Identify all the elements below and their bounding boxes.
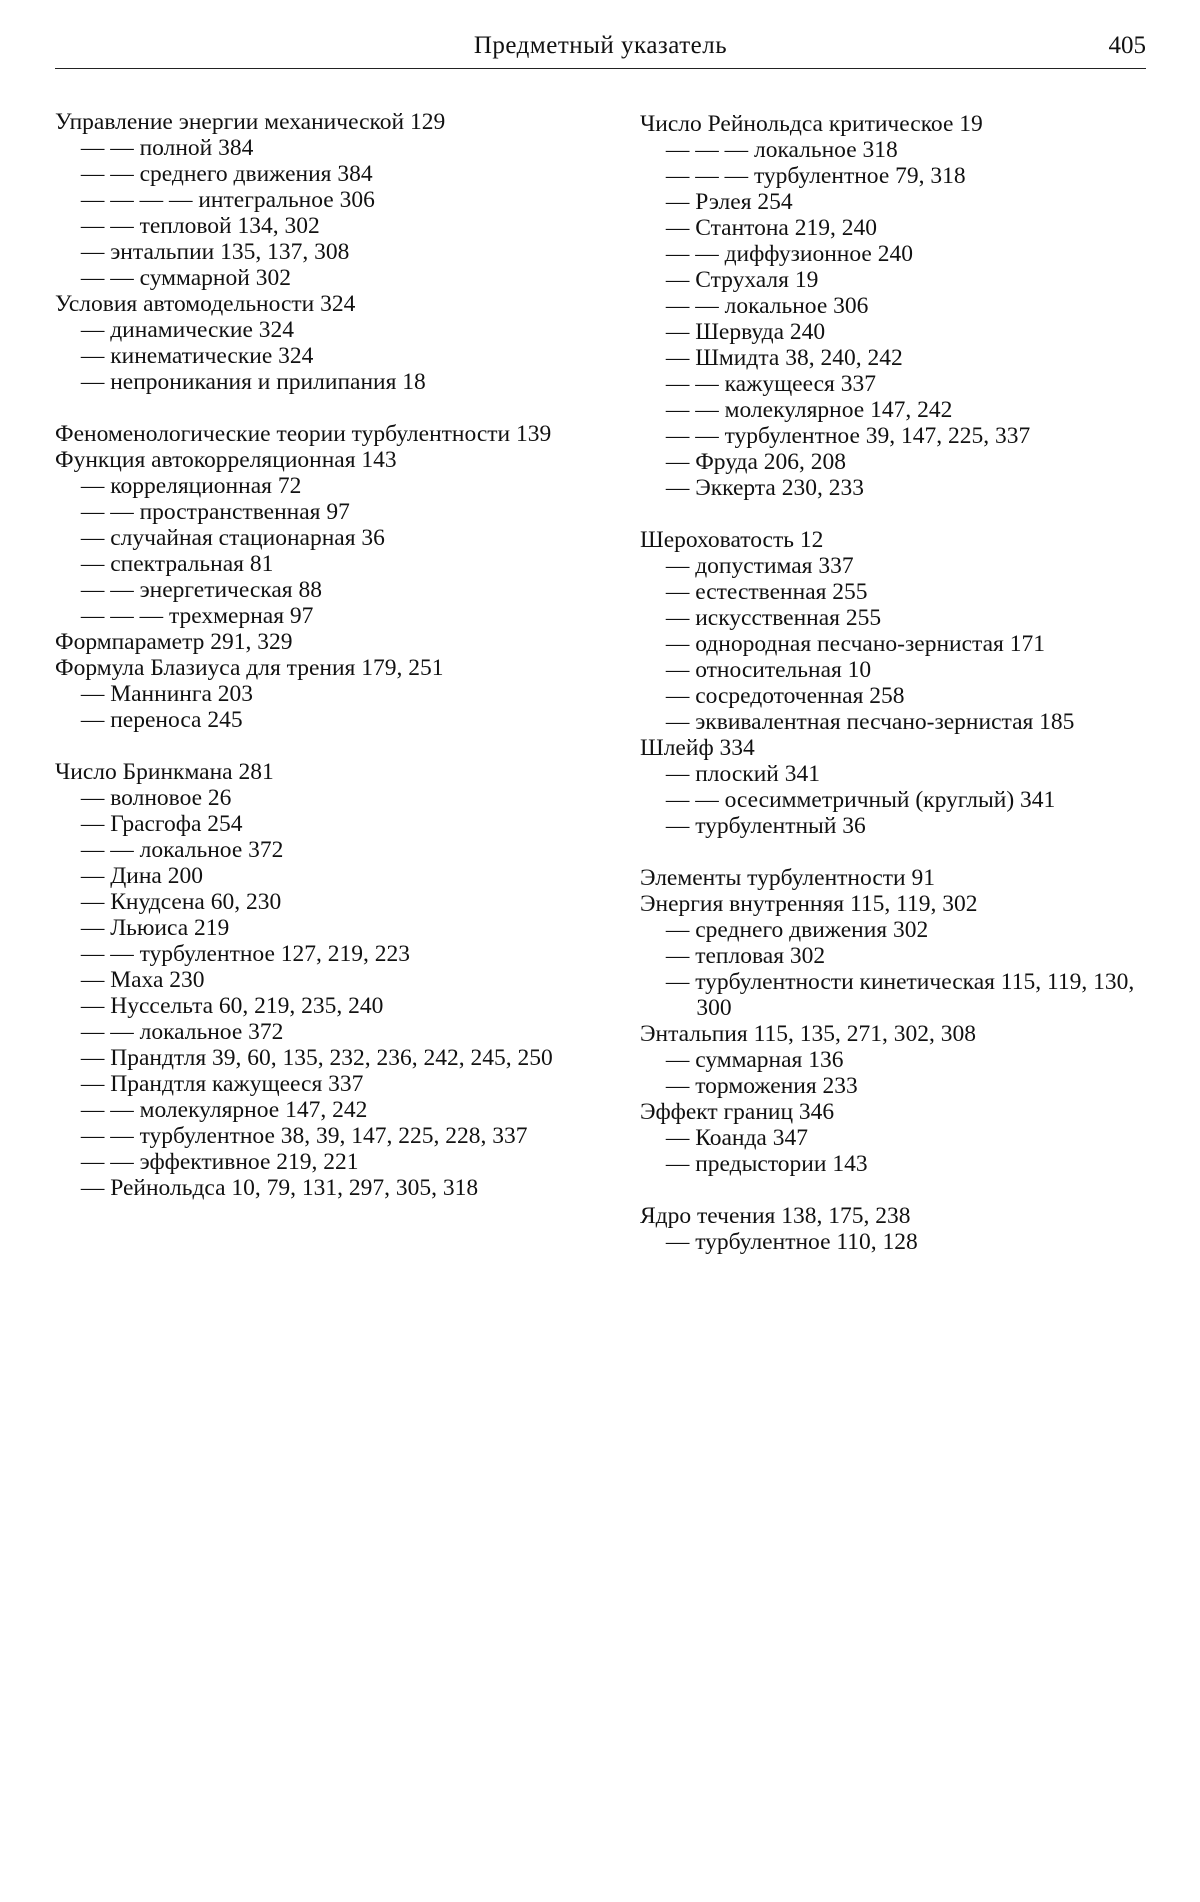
index-subentry: — волновое 26 — [80, 785, 232, 811]
index-subentry: — сосредоточенная 258 — [665, 683, 905, 709]
index-subentry: — Стантона 219, 240 — [665, 215, 877, 241]
page-header — [55, 28, 1146, 69]
index-subentry: — Шмидта 38, 240, 242 — [665, 345, 903, 371]
index-subentry: — Грасгофа 254 — [80, 811, 243, 837]
index-subentry: — — эффективное 219, 221 — [80, 1149, 359, 1175]
index-subentry: — суммарная 136 — [665, 1047, 844, 1073]
index-entry: Формула Блазиуса для трения 179, 251 — [55, 655, 444, 681]
index-subentry: — естественная 255 — [665, 579, 868, 605]
index-subentry: — — осесимметричный (круглый) 341 — [665, 787, 1056, 813]
index-column-right — [640, 109, 1150, 1255]
page-number: 405 — [1108, 32, 1146, 59]
index-entry: Шлейф 334 — [640, 735, 755, 761]
index-subentry: — Маха 230 — [80, 967, 205, 993]
index-entry: Шероховатость 12 — [640, 527, 824, 553]
index-entry: Управление энергии механической 129 — [55, 109, 446, 135]
index-subentry: — предыстории 143 — [665, 1151, 868, 1177]
index-subentry: — — — локальное 318 — [665, 137, 898, 163]
group-separator — [55, 395, 555, 421]
index-entry: Функция автокорреляционная 143 — [55, 447, 397, 473]
index-subentry: — — локальное 372 — [80, 837, 284, 863]
index-subentry: — динамические 324 — [80, 317, 295, 343]
index-entry: Формпараметр 291, 329 — [55, 629, 293, 655]
index-subentry: — Прандтля 39, 60, 135, 232, 236, 242, 245, 250 — [80, 1045, 553, 1071]
group-separator — [55, 733, 555, 759]
index-subentry: — — суммарной 302 — [80, 265, 291, 291]
index-subentry: — Льюиса 219 — [80, 915, 230, 941]
index-subentry: — — турбулентное 38, 39, 147, 225, 228, 337 — [80, 1123, 528, 1149]
index-entry: Число Бринкмана 281 — [55, 759, 274, 785]
index-entry: Энергия внутренняя 115, 119, 302 — [640, 891, 978, 917]
index-subentry: — кинематические 324 — [80, 343, 314, 369]
index-subentry: — торможения 233 — [665, 1073, 858, 1099]
index-subentry: — — турбулентное 127, 219, 223 — [80, 941, 411, 967]
group-separator — [640, 839, 1150, 865]
index-subentry: — турбулентности кинетическая 115, 119, 130, 300 — [665, 969, 1135, 1021]
index-subentry: — — тепловой 134, 302 — [80, 213, 320, 239]
index-subentry: — эквивалентная песчано-зернистая 185 — [665, 709, 1075, 735]
index-subentry: — среднего движения 302 — [665, 917, 929, 943]
index-subentry: — — пространственная 97 — [80, 499, 350, 525]
index-entry: Эффект границ 346 — [640, 1099, 835, 1125]
index-entry: Условия автомодельности 324 — [55, 291, 356, 317]
group-separator — [640, 1177, 1150, 1203]
index-subentry: — — среднего движения 384 — [80, 161, 373, 187]
index-subentry: — турбулентный 36 — [665, 813, 866, 839]
index-subentry: — — молекулярное 147, 242 — [80, 1097, 368, 1123]
index-subentry: — — — турбулентное 79, 318 — [665, 163, 966, 189]
index-subentry: — Струхаля 19 — [665, 267, 819, 293]
index-subentry: — переноса 245 — [80, 707, 243, 733]
index-subentry: — — локальное 372 — [80, 1019, 284, 1045]
index-subentry: — Эккерта 230, 233 — [665, 475, 864, 501]
index-subentry: — Рейнольдса 10, 79, 131, 297, 305, 318 — [80, 1175, 479, 1201]
index-subentry: — относительная 10 — [665, 657, 872, 683]
index-subentry: — — кажущееся 337 — [665, 371, 876, 397]
index-column-left — [55, 109, 555, 1255]
index-entry: Ядро течения 138, 175, 238 — [640, 1203, 911, 1229]
index-entry: Число Рейнольдса критическое 19 — [640, 111, 983, 137]
index-subentry: — — — — интегральное 306 — [80, 187, 375, 213]
index-entry: Феноменологические теории турбулентности 139 — [55, 421, 552, 447]
index-subentry: — случайная стационарная 36 — [80, 525, 385, 551]
index-subentry: — Рэлея 254 — [665, 189, 793, 215]
index-subentry: — Нуссельта 60, 219, 235, 240 — [80, 993, 384, 1019]
index-subentry: — Кнудсена 60, 230 — [80, 889, 282, 915]
index-subentry: — плоский 341 — [665, 761, 820, 787]
index-subentry: — непроникания и прилипания 18 — [80, 369, 426, 395]
running-head-title: Предметный указатель — [473, 32, 728, 59]
index-subentry: — — молекулярное 147, 242 — [665, 397, 953, 423]
index-subentry: — корреляционная 72 — [80, 473, 302, 499]
index-subentry: — Шервуда 240 — [665, 319, 826, 345]
group-separator — [640, 501, 1150, 527]
index-subentry: — спектральная 81 — [80, 551, 274, 577]
index-subentry: — Фруда 206, 208 — [665, 449, 847, 475]
index-subentry: — — энергетическая 88 — [80, 577, 322, 603]
index-subentry: — — — трехмерная 97 — [80, 603, 314, 629]
index-subentry: — допустимая 337 — [665, 553, 854, 579]
index-subentry: — энтальпии 135, 137, 308 — [80, 239, 350, 265]
index-subentry: — тепловая 302 — [665, 943, 826, 969]
index-subentry: — турбулентное 110, 128 — [665, 1229, 918, 1255]
index-subentry: — Маннинга 203 — [80, 681, 254, 707]
index-subentry: — — полной 384 — [80, 135, 254, 161]
index-subentry: — Прандтля кажущееся 337 — [80, 1071, 364, 1097]
index-columns — [55, 109, 1150, 1255]
index-subentry: — Дина 200 — [80, 863, 203, 889]
index-subentry: — — локальное 306 — [665, 293, 869, 319]
index-subentry: — — диффузионное 240 — [665, 241, 913, 267]
index-subentry: — однородная песчано-зернистая 171 — [665, 631, 1045, 657]
index-subentry: — — турбулентное 39, 147, 225, 337 — [665, 423, 1031, 449]
index-entry: Энтальпия 115, 135, 271, 302, 308 — [640, 1021, 976, 1047]
index-subentry: — Коанда 347 — [665, 1125, 808, 1151]
index-subentry: — искусственная 255 — [665, 605, 882, 631]
index-entry: Элементы турбулентности 91 — [640, 865, 935, 891]
